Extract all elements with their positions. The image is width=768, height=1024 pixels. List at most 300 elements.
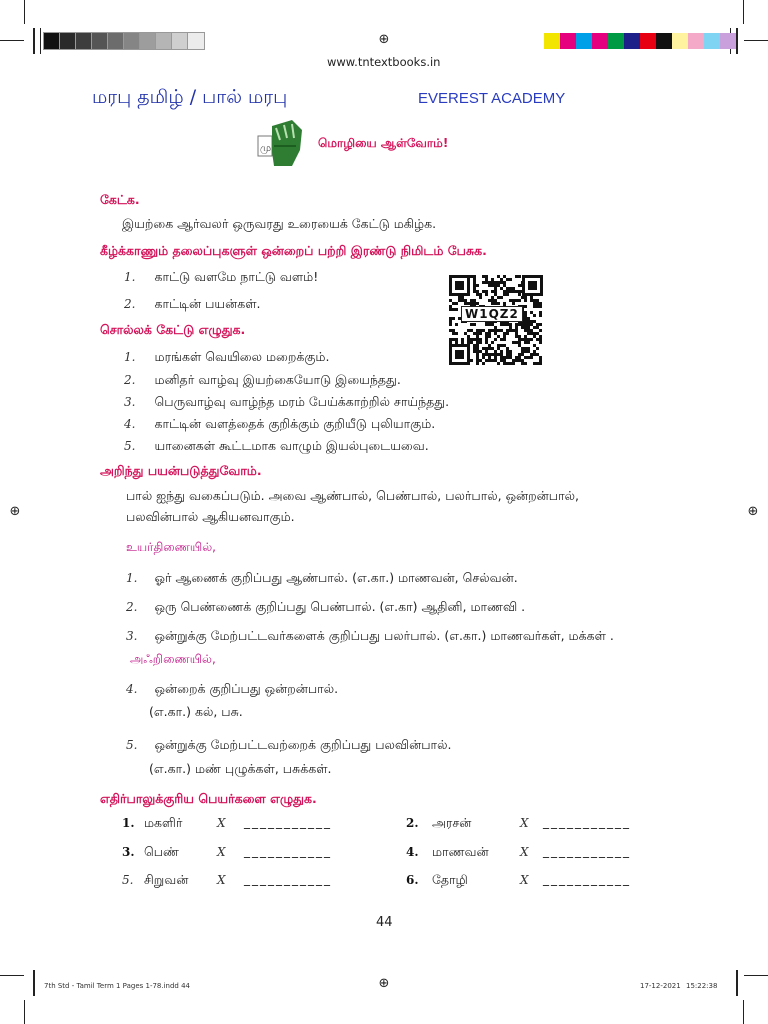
qr-module xyxy=(497,329,500,332)
qr-module xyxy=(527,320,530,323)
qr-module xyxy=(476,329,479,332)
qr-module xyxy=(497,275,500,278)
qr-module xyxy=(503,338,506,341)
qr-module xyxy=(503,356,506,359)
qr-module xyxy=(464,302,467,305)
qr-module xyxy=(455,332,458,335)
qr-module xyxy=(494,284,497,287)
qr-module xyxy=(485,335,488,338)
qr-module xyxy=(524,305,527,308)
color-swatch xyxy=(688,33,704,49)
qr-module xyxy=(470,299,473,302)
qr-module xyxy=(455,323,458,326)
qr-module xyxy=(482,347,485,350)
item-text: பெருவாழ்வு வாழ்ந்த மரம் பேய்க்காற்றில் சாய்ந்தது. xyxy=(154,394,450,409)
qr-module xyxy=(488,299,491,302)
section-listen-heading: கேட்க. xyxy=(100,192,140,207)
qr-module xyxy=(485,341,488,344)
qr-module xyxy=(500,323,503,326)
crop-mark-top-right-v xyxy=(743,0,744,24)
color-swatch xyxy=(44,33,60,49)
qr-module xyxy=(488,329,491,332)
qr-module xyxy=(449,323,452,326)
qr-module xyxy=(524,350,527,353)
qr-module xyxy=(497,335,500,338)
x-mark: X xyxy=(520,816,529,830)
example-text: (எ.கா.) மண் புழுக்கள், பசுக்கள். xyxy=(149,761,332,776)
item-number: 3. xyxy=(126,629,138,643)
qr-module xyxy=(503,290,506,293)
qr-module xyxy=(530,332,533,335)
qr-module xyxy=(521,326,524,329)
qr-module xyxy=(515,332,518,335)
item-text: மனிதர் வாழ்வு இயற்கையோடு இயைந்தது. xyxy=(154,372,401,387)
qr-module xyxy=(467,329,470,332)
qr-module xyxy=(473,284,476,287)
qr-module xyxy=(503,335,506,338)
item-text: ஒன்றுக்கு மேற்பட்டவர்களைக் குறிப்பது பலர்பால். (எ.கா.) மாணவர்கள், மக்கள் . xyxy=(154,628,614,643)
qr-module xyxy=(485,350,488,353)
fist-logo-icon xyxy=(256,116,306,168)
qr-module xyxy=(533,326,536,329)
qr-module xyxy=(518,344,521,347)
qr-module xyxy=(488,353,491,356)
section-learn-intro-line2: பலவின்பால் ஆகியனவாகும். xyxy=(126,509,295,524)
qr-module xyxy=(530,296,533,299)
qr-module xyxy=(494,293,497,296)
qr-module xyxy=(449,320,452,323)
qr-module xyxy=(452,302,455,305)
qr-module xyxy=(491,359,494,362)
qr-module xyxy=(449,305,452,308)
qr-module xyxy=(539,341,542,344)
qr-module xyxy=(467,302,470,305)
qr-module xyxy=(539,359,542,362)
qr-module xyxy=(476,356,479,359)
item-number: 3. xyxy=(124,395,136,409)
qr-module xyxy=(524,338,527,341)
qr-module xyxy=(479,332,482,335)
answer-blank[interactable]: ___________ xyxy=(543,844,631,858)
color-swatch xyxy=(124,33,140,49)
qr-module xyxy=(518,356,521,359)
color-swatch xyxy=(592,33,608,49)
qr-module xyxy=(503,362,506,365)
x-mark: X xyxy=(217,873,226,887)
qr-module xyxy=(491,347,494,350)
qr-module xyxy=(473,347,476,350)
qr-module xyxy=(476,341,479,344)
qr-module xyxy=(524,362,527,365)
exercise-word: அரசன் xyxy=(432,815,472,830)
qr-module xyxy=(494,302,497,305)
color-swatch xyxy=(108,33,124,49)
qr-code-label: W1QZ2 xyxy=(461,306,523,322)
x-mark: X xyxy=(217,816,226,830)
qr-module xyxy=(515,335,518,338)
qr-module xyxy=(476,359,479,362)
answer-blank[interactable]: ___________ xyxy=(543,815,631,829)
qr-module xyxy=(515,359,518,362)
qr-module xyxy=(533,332,536,335)
list-item xyxy=(124,413,435,433)
qr-module xyxy=(515,356,518,359)
qr-module xyxy=(524,326,527,329)
qr-module xyxy=(497,296,500,299)
qr-module xyxy=(494,281,497,284)
qr-module xyxy=(512,359,515,362)
qr-module xyxy=(524,335,527,338)
qr-module xyxy=(497,281,500,284)
qr-code[interactable] xyxy=(449,275,543,365)
qr-module xyxy=(518,323,521,326)
qr-module xyxy=(528,281,537,290)
qr-module xyxy=(488,359,491,362)
qr-module xyxy=(452,332,455,335)
qr-module xyxy=(527,332,530,335)
qr-module xyxy=(509,356,512,359)
color-swatch xyxy=(624,33,640,49)
qr-module xyxy=(503,275,506,278)
qr-module xyxy=(473,338,476,341)
list-item xyxy=(126,596,525,616)
exercise-word: சிறுவன் xyxy=(144,872,189,887)
registration-mark-top: ⊕ xyxy=(378,32,390,47)
bar-mark-bottom-right xyxy=(736,970,738,996)
section-speak-heading: கீழ்க்காணும் தலைப்புகளுள் ஒன்றைப் பற்றி இரண்டு நிமிடம் பேசுக. xyxy=(100,243,487,258)
item-number: 2. xyxy=(124,297,136,311)
qr-module xyxy=(479,293,482,296)
color-swatch xyxy=(92,33,108,49)
crop-mark-bottom-left-h xyxy=(0,975,24,976)
qr-module xyxy=(527,338,530,341)
qr-module xyxy=(533,302,536,305)
color-swatch xyxy=(560,33,576,49)
qr-module xyxy=(485,323,488,326)
qr-module xyxy=(512,362,515,365)
qr-module xyxy=(530,311,533,314)
crop-mark-bottom-left-v xyxy=(24,1000,25,1024)
qr-module xyxy=(530,320,533,323)
qr-module xyxy=(497,284,500,287)
qr-module xyxy=(497,347,500,350)
item-number: 1. xyxy=(124,270,136,284)
crop-mark-top-left-h xyxy=(0,40,24,41)
x-mark: X xyxy=(520,845,529,859)
list-item xyxy=(126,734,451,754)
qr-module xyxy=(530,353,533,356)
qr-module xyxy=(536,338,539,341)
crop-mark-top-left-v xyxy=(24,0,25,24)
qr-module xyxy=(470,302,473,305)
qr-module xyxy=(473,287,476,290)
item-text: ஒன்றுக்கு மேற்பட்டவற்றைக் குறிப்பது பலவின்பால். xyxy=(154,737,452,752)
qr-module xyxy=(533,353,536,356)
exercise-number: 1. xyxy=(122,816,135,830)
color-swatch xyxy=(172,33,188,49)
qr-module xyxy=(455,308,458,311)
item-text: காட்டின் பயன்கள். xyxy=(154,296,261,311)
qr-module xyxy=(509,299,512,302)
qr-module xyxy=(497,353,500,356)
qr-module xyxy=(500,353,503,356)
qr-module xyxy=(503,359,506,362)
qr-module xyxy=(491,329,494,332)
qr-module xyxy=(530,323,533,326)
qr-module xyxy=(503,293,506,296)
qr-module xyxy=(500,356,503,359)
qr-module xyxy=(506,287,509,290)
qr-module xyxy=(515,299,518,302)
item-text: ஒன்றைக் குறிப்பது ஒன்றன்பால். xyxy=(154,681,339,696)
qr-module xyxy=(452,317,455,320)
qr-module xyxy=(491,284,494,287)
qr-module xyxy=(482,329,485,332)
crop-mark-bottom-right-v xyxy=(743,1000,744,1024)
qr-module xyxy=(473,290,476,293)
qr-module xyxy=(518,275,521,278)
qr-module xyxy=(521,338,524,341)
qr-module xyxy=(515,275,518,278)
list-item xyxy=(126,625,614,645)
qr-module xyxy=(479,338,482,341)
qr-module xyxy=(539,329,542,332)
answer-blank[interactable]: ___________ xyxy=(244,844,332,858)
x-mark: X xyxy=(217,845,226,859)
qr-module xyxy=(476,347,479,350)
qr-module xyxy=(506,323,509,326)
qr-module xyxy=(527,350,530,353)
qr-module xyxy=(536,347,539,350)
qr-module xyxy=(518,338,521,341)
qr-module xyxy=(506,353,509,356)
qr-module xyxy=(449,341,452,344)
qr-module xyxy=(485,278,488,281)
section-dictation-heading: சொல்லக் கேட்டு எழுதுக. xyxy=(100,322,246,337)
item-number: 5. xyxy=(124,439,136,453)
qr-module xyxy=(524,314,527,317)
qr-module xyxy=(488,335,491,338)
qr-module xyxy=(509,362,512,365)
section-exercise-heading: எதிர்பாலுக்குரிய பெயர்களை எழுதுக. xyxy=(100,791,317,806)
item-text: ஓர் ஆணைக் குறிப்பது ஆண்பால். (எ.கா.) மாணவன், செல்வன். xyxy=(154,570,518,585)
qr-module xyxy=(479,329,482,332)
item-number: 4. xyxy=(124,417,136,431)
qr-module xyxy=(518,359,521,362)
qr-module xyxy=(470,329,473,332)
qr-module xyxy=(500,350,503,353)
qr-module xyxy=(503,332,506,335)
qr-module xyxy=(533,344,536,347)
qr-module xyxy=(473,302,476,305)
banner-text: மொழியை ஆள்வோம்! xyxy=(318,136,449,150)
qr-module xyxy=(473,323,476,326)
qr-module xyxy=(497,344,500,347)
bar-mark-left-2 xyxy=(40,28,41,54)
color-swatch xyxy=(672,33,688,49)
qr-module xyxy=(476,293,479,296)
qr-module xyxy=(539,314,542,317)
qr-module xyxy=(476,332,479,335)
qr-module xyxy=(467,341,470,344)
section-listen-text: இயற்கை ஆர்வலர் ஒருவரது உரையைக் கேட்டு மகிழ்க. xyxy=(122,216,437,231)
qr-module xyxy=(473,350,476,353)
qr-module xyxy=(491,296,494,299)
qr-module xyxy=(500,359,503,362)
qr-module xyxy=(536,299,539,302)
qr-module xyxy=(476,302,479,305)
qr-module xyxy=(536,362,539,365)
qr-module xyxy=(476,362,479,365)
qr-module xyxy=(506,332,509,335)
qr-module xyxy=(485,281,488,284)
qr-module xyxy=(476,290,479,293)
item-number: 1. xyxy=(124,350,136,364)
list-item xyxy=(124,435,429,455)
qr-module xyxy=(500,329,503,332)
color-swatch xyxy=(704,33,720,49)
color-swatch xyxy=(188,33,204,49)
qr-module xyxy=(524,323,527,326)
qr-module xyxy=(491,290,494,293)
qr-module xyxy=(497,302,500,305)
qr-module xyxy=(503,323,506,326)
bar-mark-bottom-left xyxy=(33,970,35,996)
qr-module xyxy=(485,275,488,278)
qr-module xyxy=(482,275,485,278)
qr-module xyxy=(524,329,527,332)
qr-module xyxy=(449,308,452,311)
qr-module xyxy=(512,341,515,344)
qr-module xyxy=(497,362,500,365)
list-item xyxy=(124,346,329,366)
qr-module xyxy=(458,299,461,302)
qr-module xyxy=(476,350,479,353)
item-text: யானைகள் கூட்டமாக வாழும் இயல்புடையவை. xyxy=(154,438,429,453)
qr-module xyxy=(503,281,506,284)
qr-module xyxy=(515,290,518,293)
item-text: காட்டின் வளத்தைக் குறிக்கும் குறியீடு புலியாகும். xyxy=(154,416,436,431)
x-mark: X xyxy=(520,873,529,887)
qr-module xyxy=(470,341,473,344)
qr-module xyxy=(479,296,482,299)
qr-module xyxy=(467,338,470,341)
qr-module xyxy=(521,296,524,299)
qr-module xyxy=(527,317,530,320)
qr-module xyxy=(521,359,524,362)
qr-module xyxy=(524,320,527,323)
color-swatch xyxy=(140,33,156,49)
qr-module xyxy=(488,356,491,359)
qr-module xyxy=(506,278,509,281)
answer-blank[interactable]: ___________ xyxy=(543,872,631,886)
qr-module xyxy=(536,302,539,305)
qr-module xyxy=(509,326,512,329)
qr-module xyxy=(539,311,542,314)
qr-module xyxy=(476,338,479,341)
qr-module xyxy=(533,320,536,323)
qr-module xyxy=(518,284,521,287)
qr-module xyxy=(518,353,521,356)
qr-module xyxy=(494,350,497,353)
item-text: ஒரு பெண்ணைக் குறிப்பது பெண்பால். (எ.கா) ஆதினி, மாணவி . xyxy=(154,599,526,614)
color-swatch xyxy=(720,33,736,49)
qr-module xyxy=(536,326,539,329)
color-swatch xyxy=(608,33,624,49)
answer-blank[interactable]: ___________ xyxy=(244,872,332,886)
qr-module xyxy=(503,284,506,287)
file-info: 7th Std - Tamil Term 1 Pages 1-78.indd 44 xyxy=(44,982,191,990)
qr-module xyxy=(500,296,503,299)
qr-module xyxy=(518,290,521,293)
qr-module xyxy=(449,338,452,341)
page-title: மரபு தமிழ் / பால் மரபு xyxy=(92,86,288,108)
qr-module xyxy=(506,290,509,293)
qr-module xyxy=(500,287,503,290)
crop-mark-bottom-right-h xyxy=(744,975,768,976)
qr-module xyxy=(449,299,452,302)
qr-module xyxy=(479,350,482,353)
list-item xyxy=(126,567,518,587)
qr-module xyxy=(506,293,509,296)
qr-module xyxy=(452,338,455,341)
qr-module xyxy=(488,284,491,287)
answer-blank[interactable]: ___________ xyxy=(244,815,332,829)
qr-module xyxy=(491,281,494,284)
bar-mark-left xyxy=(33,28,35,54)
qr-module xyxy=(482,290,485,293)
qr-module xyxy=(464,299,467,302)
qr-module xyxy=(524,296,527,299)
qr-module xyxy=(521,362,524,365)
qr-module xyxy=(494,356,497,359)
qr-module xyxy=(485,293,488,296)
qr-module xyxy=(536,323,539,326)
list-item xyxy=(124,391,449,411)
qr-module xyxy=(485,353,488,356)
qr-module xyxy=(509,287,512,290)
qr-module xyxy=(470,338,473,341)
qr-module xyxy=(476,284,479,287)
registration-mark-right: ⊕ xyxy=(747,504,759,519)
qr-module xyxy=(509,329,512,332)
qr-module xyxy=(503,344,506,347)
color-swatch xyxy=(60,33,76,49)
qr-module xyxy=(470,275,473,278)
qr-module xyxy=(515,329,518,332)
qr-module xyxy=(491,353,494,356)
qr-module xyxy=(473,278,476,281)
qr-module xyxy=(455,338,458,341)
qr-module xyxy=(506,329,509,332)
qr-module xyxy=(539,305,542,308)
qr-module xyxy=(536,332,539,335)
qr-module xyxy=(485,338,488,341)
qr-module xyxy=(539,362,542,365)
qr-module xyxy=(521,347,524,350)
qr-module xyxy=(494,338,497,341)
qr-module xyxy=(449,329,452,332)
qr-module xyxy=(476,335,479,338)
qr-module xyxy=(461,341,464,344)
qr-module xyxy=(491,341,494,344)
qr-module xyxy=(455,281,464,290)
qr-module xyxy=(521,323,524,326)
color-swatch xyxy=(576,33,592,49)
qr-module xyxy=(491,302,494,305)
list-item xyxy=(124,293,260,313)
qr-module xyxy=(530,338,533,341)
